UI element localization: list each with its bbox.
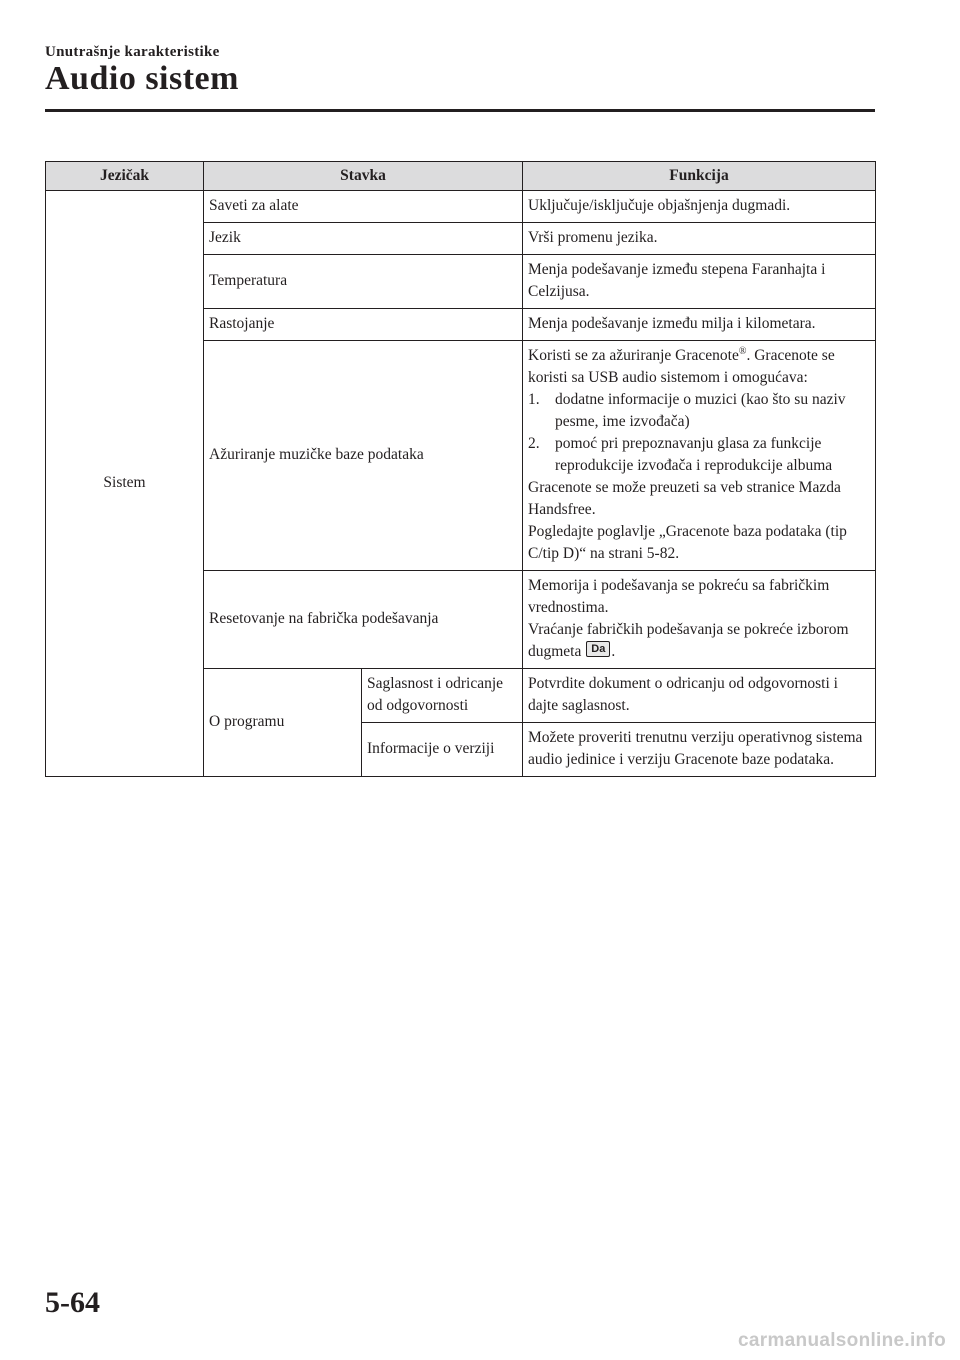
function-text: Memorija i podešavanja se pokreću sa fabričkim vrednostima. xyxy=(528,577,830,616)
watermark: carmanualsonline.info xyxy=(738,1330,946,1351)
column-header-function: Funkcija xyxy=(523,162,876,191)
list-item xyxy=(528,389,870,433)
column-header-item: Stavka xyxy=(204,162,523,191)
registered-mark: ® xyxy=(738,345,747,357)
item-cell: Rastojanje xyxy=(204,309,523,341)
function-text: Vraćanje fabričkih podešavanja se pokreće izborom dugmeta xyxy=(528,621,849,660)
function-cell: Menja podešavanje između milja i kilometara. xyxy=(523,309,876,341)
da-button-glyph: Da xyxy=(586,641,610,657)
function-cell: Potvrdite dokument o odricanju od odgovornosti i dajte saglasnost. xyxy=(523,669,876,723)
cross-reference: Pogledajte poglavlje „Gracenote baza podataka (tip C/tip D)“ na strani 5-82. xyxy=(528,523,847,562)
list-number: 1. xyxy=(528,391,540,408)
item-cell: Saveti za alate xyxy=(204,191,523,223)
function-cell: Vrši promenu jezika. xyxy=(523,223,876,255)
function-text: . Gracenote se koristi sa USB audio sistemom i omogućava: xyxy=(528,347,835,386)
list-text: dodatne informacije o muzici (kao što su naziv pesme, ime izvođača) xyxy=(555,391,846,430)
function-cell: Menja podešavanje između stepena Faranhajta i Celzijusa. xyxy=(523,255,876,309)
section-label: Unutrašnje karakteristike xyxy=(45,44,220,60)
function-cell: Uključuje/isključuje objašnjenja dugmadi. xyxy=(523,191,876,223)
list-item xyxy=(528,433,870,477)
function-text: . xyxy=(611,643,616,660)
item-cell: Ažuriranje muzičke baze podataka xyxy=(204,341,523,571)
item-cell: Resetovanje na fabrička podešavanja xyxy=(204,571,523,669)
title-rule xyxy=(45,109,875,112)
item-cell: Temperatura xyxy=(204,255,523,309)
list-number: 2. xyxy=(528,435,540,452)
page-number: 5-64 xyxy=(45,1286,100,1319)
item-cell: O programu xyxy=(204,669,362,777)
table-row xyxy=(46,191,876,223)
column-header-tab: Jezičak xyxy=(46,162,204,191)
list-text: pomoć pri prepoznavanju glasa za funkcije reprodukcije izvođača i reprodukcije albuma xyxy=(555,435,833,474)
settings-table xyxy=(45,161,876,777)
item-cell: Jezik xyxy=(204,223,523,255)
function-cell xyxy=(523,341,876,571)
tab-cell: Sistem xyxy=(46,191,204,777)
subitem-cell: Saglasnost i odricanje od odgovornosti xyxy=(362,669,523,723)
subitem-cell: Informacije o verziji xyxy=(362,723,523,777)
chapter-title: Audio sistem xyxy=(45,60,239,97)
table-header-row xyxy=(46,162,876,191)
function-cell xyxy=(523,571,876,669)
function-cell: Možete proveriti trenutnu verziju operativnog sistema audio jedinice i verziju Gracenote baze podataka. xyxy=(523,723,876,777)
function-text: Koristi se za ažuriranje Gracenote xyxy=(528,347,739,364)
function-text: Gracenote se može preuzeti sa veb stranice Mazda Handsfree. xyxy=(528,479,841,518)
